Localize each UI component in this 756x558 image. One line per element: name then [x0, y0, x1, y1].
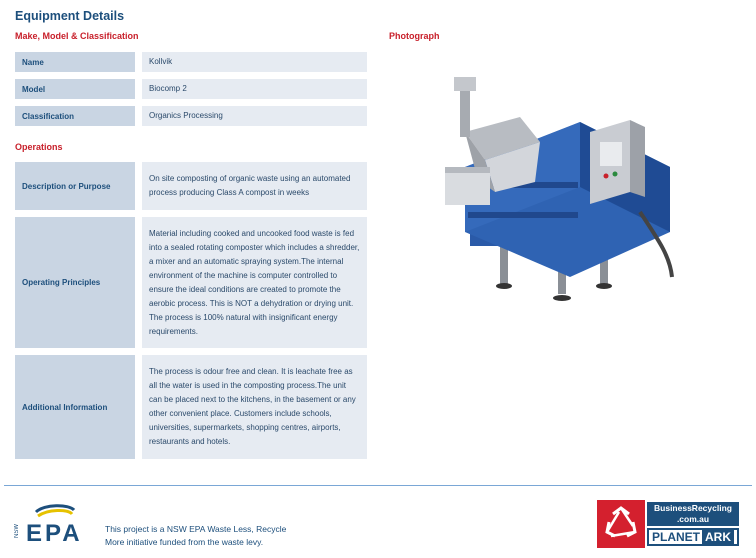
footer-line-1: This project is a NSW EPA Waste Less, Recycle	[105, 524, 287, 534]
detail-row-classification	[15, 106, 367, 126]
detail-value: Organics Processing	[142, 106, 367, 126]
operation-label: Description or Purpose	[15, 162, 135, 210]
detail-row-name	[15, 52, 367, 72]
operation-row-description	[15, 162, 367, 210]
operation-label: Operating Principles	[15, 217, 135, 348]
section-photograph: Photograph	[389, 31, 440, 41]
detail-label: Name	[15, 52, 135, 72]
epa-logo-text: EPA	[26, 520, 83, 547]
detail-label: Model	[15, 79, 135, 99]
operation-label: Additional Information	[15, 355, 135, 459]
equipment-photo	[440, 72, 684, 308]
page-title: Equipment Details	[15, 9, 125, 23]
operation-value: Material including cooked and uncooked food waste is fed into a sealed rotating composter which includes a shredder, a mixer and an automatic spraying system.The internal environment of the machine is computer controlled to ensure the ideal conditions are created to promote the aerobic process. This is NOT a dehydration or drying unit. The process is 100% natural with insignificant energy requirements.	[142, 217, 367, 348]
footer-note	[105, 523, 286, 549]
epa-nsw-text: NSW	[14, 524, 20, 538]
detail-row-model	[15, 79, 367, 99]
detail-label: Classification	[15, 106, 135, 126]
footer-divider	[4, 485, 752, 486]
br-text-box	[647, 502, 739, 526]
planet-ark-box	[647, 528, 739, 546]
composter-illustration	[440, 72, 684, 308]
detail-value: Biocomp 2	[142, 79, 367, 99]
footer-line-2: More initiative funded from the waste levy.	[105, 537, 264, 547]
section-operations: Operations	[15, 142, 63, 152]
business-recycling-logo	[597, 500, 739, 548]
br-line-2: .com.au	[676, 514, 710, 524]
ark-text: ARK	[702, 530, 734, 544]
detail-value: Kollvik	[142, 52, 367, 72]
operation-row-principles	[15, 217, 367, 348]
planet-text: PLANET	[652, 530, 700, 544]
operation-value: The process is odour free and clean. It is leachate free as all the water is used in the composting process.The unit can be placed next to the kitchens, in the basement or any other convenient place. Customers include schools, universities, supermarkets, shopping centres, airports, restaurants and hotels.	[142, 355, 367, 459]
br-line-1: BusinessRecycling	[654, 503, 732, 513]
epa-logo	[14, 502, 94, 552]
recycle-icon	[597, 500, 645, 548]
recycle-logo-box	[597, 500, 645, 548]
operation-row-additional	[15, 355, 367, 459]
operation-value: On site composting of organic waste using an automated process producing Class A compost in weeks	[142, 162, 367, 210]
section-make-model: Make, Model & Classification	[15, 31, 139, 41]
